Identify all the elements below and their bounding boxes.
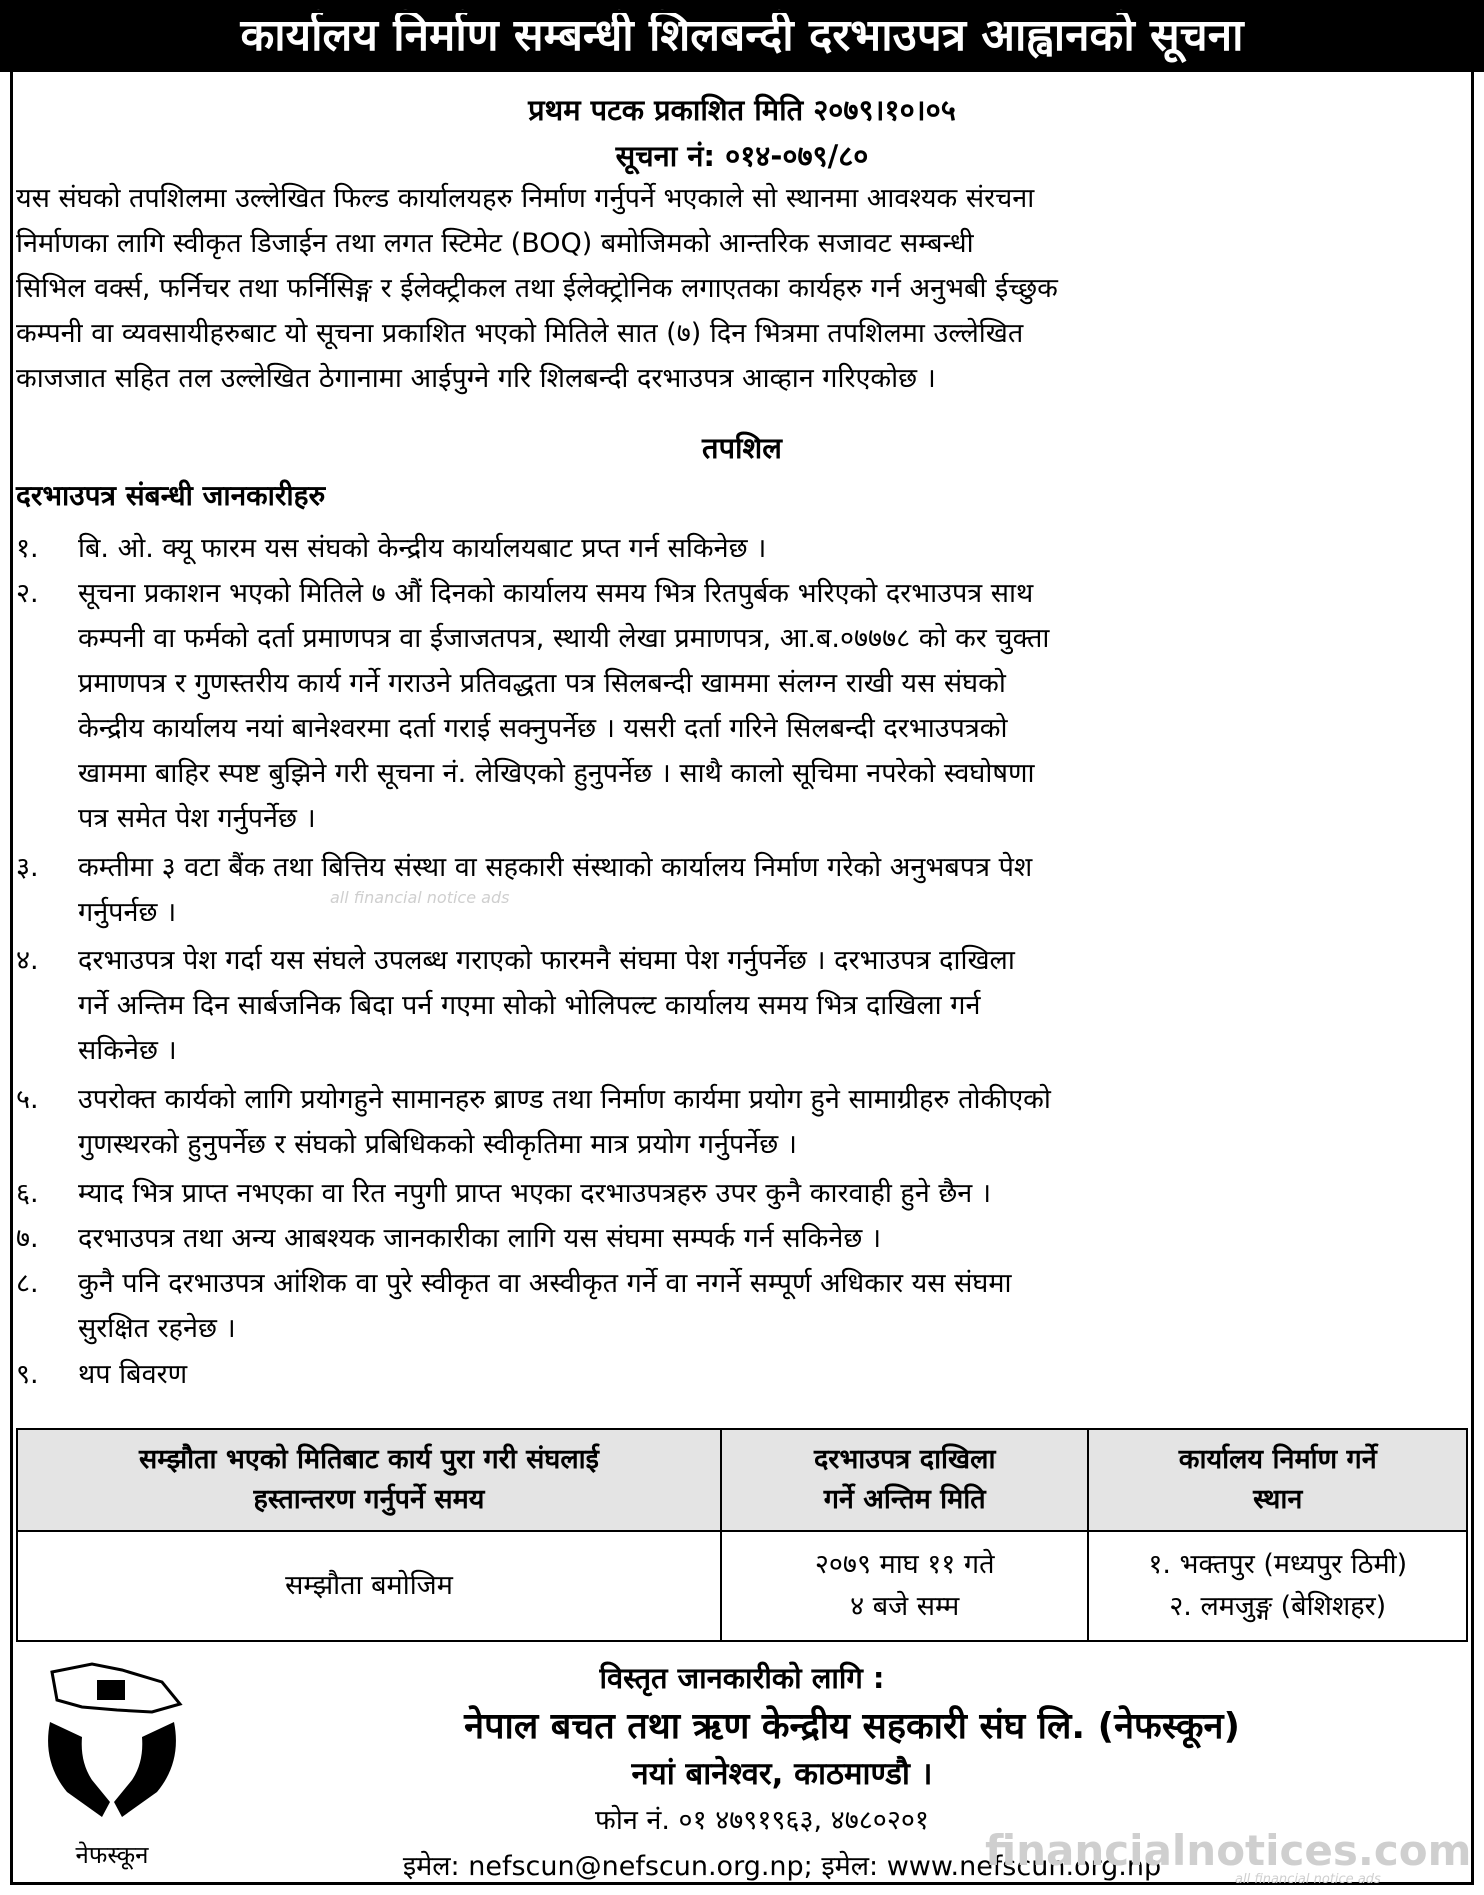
info-heading: दरभाउपत्र संबन्धी जानकारीहरु (16, 479, 326, 512)
header-line: स्थान (1253, 1484, 1303, 1515)
notice-number: सूचना नं: ०१४-०७९/८० (615, 139, 869, 173)
organization-address: नयां बानेश्वर, काठमाण्डौ । (631, 1756, 933, 1792)
header-line: दरभाउपत्र दाखिला (813, 1444, 996, 1475)
intro-line: कम्पनी वा व्यवसायीहरुबाट यो सूचना प्रकाशित भएको मितिले सात (७) दिन भित्रमा तपशिलमा उल्लेखित (16, 318, 1024, 349)
item-text (78, 1216, 1466, 1261)
item-number: ६. (16, 1178, 39, 1209)
header-line: कार्यालय निर्माण गर्ने (1178, 1444, 1377, 1475)
nefscun-logo (22, 1652, 202, 1872)
header-line: गर्ने अन्तिम मिति (823, 1484, 986, 1515)
item-line: सकिनेछ । (78, 1035, 177, 1066)
item-line: सूचना प्रकाशन भएको मितिले ७ औं दिनको कार्यालय समय भित्र रितपुर्बक भरिएको दरभाउपत्र साथ (78, 578, 1034, 609)
table-header-row (17, 1429, 1467, 1531)
item-text (78, 938, 1466, 1073)
published-date: प्रथम पटक प्रकाशित मिति २०७९।१०।०५ (528, 93, 956, 127)
item-text (78, 571, 1466, 841)
contact-heading: विस्तृत जानकारीको लागि : (599, 1661, 885, 1695)
item-line: गर्ने अन्तिम दिन सार्बजनिक बिदा पर्न गएमा सोको भोलिपल्ट कार्यालय समय भित्र दाखिला गर्न (78, 990, 981, 1021)
intro-line: यस संघको तपशिलमा उल्लेखित फिल्ड कार्यालयहरु निर्माण गर्नुपर्ने भएकाले सो स्थानमा आवश्यक संरचना (16, 183, 1035, 214)
item-text (78, 1261, 1466, 1351)
watermark-tagline: all financial notice ads (1235, 1872, 1381, 1887)
email-website: इमेल: nefscun@nefscun.org.np; इमेल: www.nefscun.org.np (402, 1851, 1162, 1882)
header-line: हस्तान्तरण गर्नुपर्ने समय (253, 1484, 485, 1515)
cell-line: १. भक्तपुर (मध्यपुर ठिमी) (1148, 1549, 1408, 1580)
item-line: खाममा बाहिर स्पष्ट बुझिने गरी सूचना नं. लेखिएको हुनुपर्नेछ । साथै कालो सूचिमा नपरेको स्वघोषणा (78, 758, 1035, 789)
watermark-site: financialnotices.com (985, 1826, 1472, 1875)
cell-line: सम्झौता बमोजिम (285, 1570, 453, 1601)
item-line: गुणस्थरको हुनुपर्नेछ र संघको प्रबिधिकको स्वीकृतिमा मात्र प्रयोग गर्नुपर्नेछ । (78, 1129, 798, 1160)
cell-line: २०७९ माघ ११ गते (814, 1549, 995, 1580)
intro-line: निर्माणका लागि स्वीकृत डिजाईन तथा लगत स्टिमेट (BOQ) बमोजिमको आन्तरिक सजावट सम्बन्धी (16, 228, 974, 259)
item-text (78, 1171, 1466, 1216)
column-header-completion-time (17, 1429, 721, 1531)
item-line: गर्नुपर्नछ । (78, 897, 177, 928)
tender-details-table (16, 1428, 1468, 1642)
item-number: ३. (16, 852, 39, 883)
item-line: बि. ओ. क्यू फारम यस संघको केन्द्रीय कार्यालयबाट प्रप्त गर्न सकिनेछ । (78, 533, 767, 564)
item-number: ४. (16, 945, 39, 976)
item-line: सुरक्षित रहनेछ । (78, 1313, 236, 1344)
item-number: ५. (16, 1084, 39, 1115)
cell-completion-time (17, 1531, 721, 1641)
cell-deadline (721, 1531, 1089, 1641)
intro-line: सिभिल वर्क्स, फर्निचर तथा फर्निसिङ्ग र ईलेक्ट्रीकल तथा ईलेक्ट्रोनिक लगाएतका कार्यहरु गर्न अनुभबी ईच्छुक (16, 273, 1058, 304)
intro-paragraph (16, 176, 1466, 401)
table-row (17, 1531, 1467, 1641)
item-line: पत्र समेत पेश गर्नुपर्नेछ । (78, 803, 316, 834)
item-text (78, 1352, 1466, 1397)
logo-caption: नेफस्कून (75, 1841, 149, 1869)
item-line: दरभाउपत्र पेश गर्दा यस संघले उपलब्ध गराएको फारमनै संघमा पेश गर्नुपर्नेछ । दरभाउपत्र दाखिला (78, 945, 1015, 976)
item-text (78, 526, 1466, 571)
item-number: ७. (16, 1223, 39, 1254)
phone-numbers: फोन नं. ०१ ४७९१९६३, ४७८०२०१ (595, 1805, 929, 1836)
item-line: म्याद भित्र प्राप्त नभएका वा रित नपुगी प्राप्त भएका दरभाउपत्रहरु उपर कुनै कारवाही हुने छैन । (78, 1178, 992, 1209)
watermark-tagline-mid: all financial notice ads (330, 888, 510, 907)
column-header-deadline (721, 1429, 1089, 1531)
item-line: प्रमाणपत्र र गुणस्तरीय कार्य गर्ने गराउने प्रतिवद्धता पत्र सिलबन्दी खाममा संलग्न राखी यस संघको (78, 668, 1006, 699)
item-number: ९. (16, 1359, 39, 1390)
item-line: कम्तीमा ३ वटा बैंक तथा बित्तिय संस्था वा सहकारी संस्थाको कार्यालय निर्माण गरेको अनुभबपत्र पेश (78, 852, 1033, 883)
cell-line: ४ बजे सम्म (850, 1591, 960, 1622)
schedule-heading: तपशिल (702, 431, 782, 465)
hands-map-logo-icon (22, 1652, 202, 1832)
item-number: २. (16, 578, 39, 609)
item-line: केन्द्रीय कार्यालय नयां बानेश्वरमा दर्ता गराई सक्नुपर्नेछ । यसरी दर्ता गरिने सिलबन्दी दरभाउपत्रको (78, 713, 1008, 744)
column-header-location (1088, 1429, 1467, 1531)
item-line: थप बिवरण (78, 1359, 188, 1390)
cell-line: २. लमजुङ्ग (बेशिशहर) (1169, 1591, 1387, 1622)
item-text (78, 1077, 1466, 1167)
intro-line: काजजात सहित तल उल्लेखित ठेगानामा आईपुग्ने गरि शिलबन्दी दरभाउपत्र आव्हान गरिएकोछ । (16, 363, 936, 394)
item-line: कुनै पनि दरभाउपत्र आंशिक वा पुरे स्वीकृत वा अस्वीकृत गर्ने वा नगर्ने सम्पूर्ण अधिकार यस संघमा (78, 1268, 1012, 1299)
item-number: १. (16, 533, 39, 564)
item-line: कम्पनी वा फर्मको दर्ता प्रमाणपत्र वा ईजाजतपत्र, स्थायी लेखा प्रमाणपत्र, आ.ब.०७७७८ को कर चुक्ता (78, 623, 1050, 654)
organization-name: नेपाल बचत तथा ऋण केन्द्रीय सहकारी संघ लि. (नेफस्कून) (464, 1706, 1240, 1747)
header-line: सम्झौता भएको मितिबाट कार्य पुरा गरी संघलाई (139, 1444, 599, 1475)
notice-title: कार्यालय निर्माण सम्बन्धी शिलबन्दी दरभाउपत्र आह्वानको सूचना (0, 0, 1484, 72)
item-number: ८. (16, 1268, 39, 1299)
item-line: उपरोक्त कार्यको लागि प्रयोगहुने सामानहरु ब्राण्ड तथा निर्माण कार्यमा प्रयोग हुने सामाग्रीहरु तोकीएको (78, 1084, 1051, 1115)
item-text (78, 845, 1466, 935)
item-line: दरभाउपत्र तथा अन्य आबश्यक जानकारीका लागि यस संघमा सम्पर्क गर्न सकिनेछ । (78, 1223, 882, 1254)
cell-location (1088, 1531, 1467, 1641)
